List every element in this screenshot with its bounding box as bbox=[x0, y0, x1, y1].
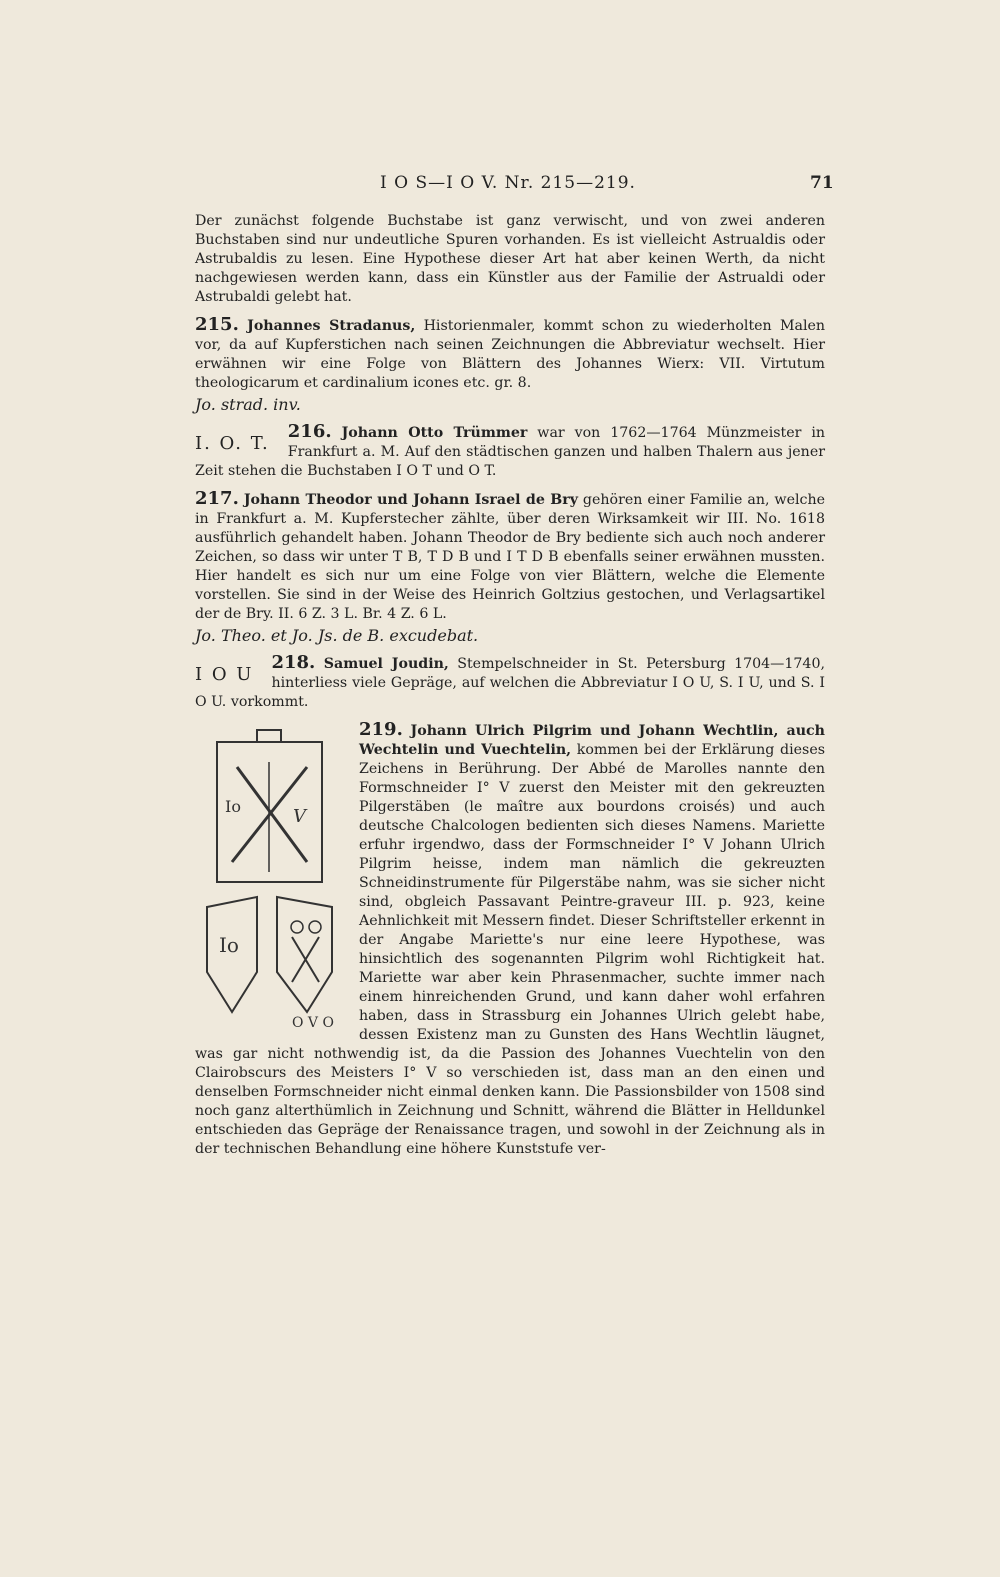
svg-text:Io: Io bbox=[219, 933, 239, 957]
page-header bbox=[0, 173, 1000, 195]
monogram-text: I. O. T. bbox=[195, 433, 270, 454]
svg-text:Io: Io bbox=[225, 797, 241, 816]
entry-number: 217. bbox=[195, 488, 239, 509]
page-body bbox=[195, 212, 825, 1159]
entry-219 bbox=[195, 720, 825, 1159]
page-number: 71 bbox=[810, 173, 834, 193]
svg-text:V: V bbox=[293, 806, 306, 827]
svg-text:O V O: O V O bbox=[292, 1015, 334, 1031]
entry-text: Stempelschneider in St. Petersburg 1704—1740, hinterliess viele Gepräge, auf welchen die Abbreviatur I O U, S. I U, und S. I O U. vorkommt. bbox=[195, 656, 825, 710]
entry-number: 219. bbox=[359, 719, 403, 740]
entry-number: 218. bbox=[271, 652, 316, 673]
monogram-text: Jo. strad. inv. bbox=[195, 395, 301, 414]
entry-text: war von 1762—1764 Münzmeister in Frankfurt a. M. Auf den städtischen ganzen und halben Thalern aus jener Zeit stehen die Buchstaben I O T und O T. bbox=[195, 425, 826, 479]
entry-218 bbox=[195, 653, 825, 712]
monogram-figure bbox=[197, 722, 347, 1032]
crossed-staves-monogram-icon bbox=[197, 722, 347, 1032]
entry-name: Johann Ulrich Pilgrim und Johann Wechtlin, auch Wechtelin und Vuechtelin, bbox=[359, 723, 825, 758]
intro-paragraph: Der zunächst folgende Buchstabe ist ganz verwischt, und von zwei anderen Buchstaben sind nur undeutliche Spuren vorhanden. Es ist vielleicht Astrualdis oder Astrubaldis zu lesen. Eine Hypothese dieser Art hat aber keinen Werth, da nicht nachgewiesen werden kann, dass ein Künstler aus der Familie der Astrualdi oder Astrubaldi gelebt hat. bbox=[195, 213, 825, 305]
entry-name: Johann Theodor und Johann Israel de Bry bbox=[243, 492, 578, 508]
entry-215 bbox=[195, 315, 825, 414]
entry-name: Johannes Stradanus, bbox=[247, 318, 416, 334]
entry-name: Johann Otto Trümmer bbox=[341, 425, 528, 441]
running-title: I O S—I O V. Nr. 215—219. bbox=[380, 173, 636, 193]
monogram-text: I O U bbox=[195, 664, 254, 685]
entry-text: gehören einer Familie an, welche in Frankfurt a. M. Kupferstecher zählte, über deren Wirksamkeit wir III. No. 1618 ausführlich gehandelt haben. Johann Theodor de Bry bediente sich auch noch anderer Zeichen, so dass wir unter T B, T D B und I T D B ebenfalls seiner erwähnen mussten. Hier handelt es sich nur um eine Folge von vier Blättern, welche die Elemente vorstellen. Sie sind in der Weise des Heinrich Goltzius gestochen, und Verlagsartikel der de Bry. II. 6 Z. 3 L. Br. 4 Z. 6 L. bbox=[195, 492, 825, 622]
entry-number: 215. bbox=[195, 314, 239, 335]
entry-text: kommen bei der Erklärung dieses Zeichens in Berührung. Der Abbé de Marolles nannte den Formschneider I° V zuerst den Meister mit den gekreuzten Pilgerstäben (le maître aux bourdons croisés) und auch deutsche Chalcologen bedienten sich dieses Namens. Mariette erfuhr irgendwo, dass der Formschneider I° V Johann Ulrich Pilgrim heisse, indem man nämlich die gekreuzten Schneidinstrumente für Pilgerstäbe nahm, was sie sicher nicht sind, obgleich Passavant Peintre-graveur III. p. 923, keine Aehnlichkeit mit Messern findet. Dieser Schriftsteller erkennt in der Angabe Mariette's nur eine leere Hypothese, was hinsichtlich des sogenannten Pilgrim wohl Richtigkeit hat. Mariette war aber kein Phrasenmacher, suchte immer nach einem hinreichenden Grund, und kann daher wohl erfahren haben, dass in Strassburg ein Johannes Ulrich gelebt habe, dessen Existenz man zu Gunsten des Hans Wechtlin läugnet, was gar nicht nothwendig ist, da die Passion des Johannes Vuechtelin von den Clairobscurs des Meisters I° V so verschieden ist, dass man an den einen und denselben Formschneider nicht einmal denken kann. Die Passionsbilder von 1508 sind noch ganz alterthümlich in Zeichnung und Schnitt, während die Blätter in Helldunkel entschieden das Gepräge der Renaissance tragen, und sowohl in der Zeichnung als in der technischen Behandlung eine höhere Kunststufe ver- bbox=[195, 742, 825, 1157]
entry-217 bbox=[195, 489, 825, 645]
entry-216 bbox=[195, 422, 825, 481]
entry-number: 216. bbox=[287, 421, 332, 442]
entry-name: Samuel Joudin, bbox=[323, 656, 449, 672]
monogram-text: Jo. Theo. et Jo. Js. de B. excudebat. bbox=[195, 626, 479, 645]
entry-text: Historienmaler, kommt schon zu wiederholten Malen vor, da auf Kupferstichen nach seinen Zeichnungen die Abbreviatur wechselt. Hier erwähnen wir eine Folge von Blättern des Johannes Wierx: VII. Virtutum theologicarum et cardinalium icones etc. gr. 8. bbox=[195, 318, 826, 391]
